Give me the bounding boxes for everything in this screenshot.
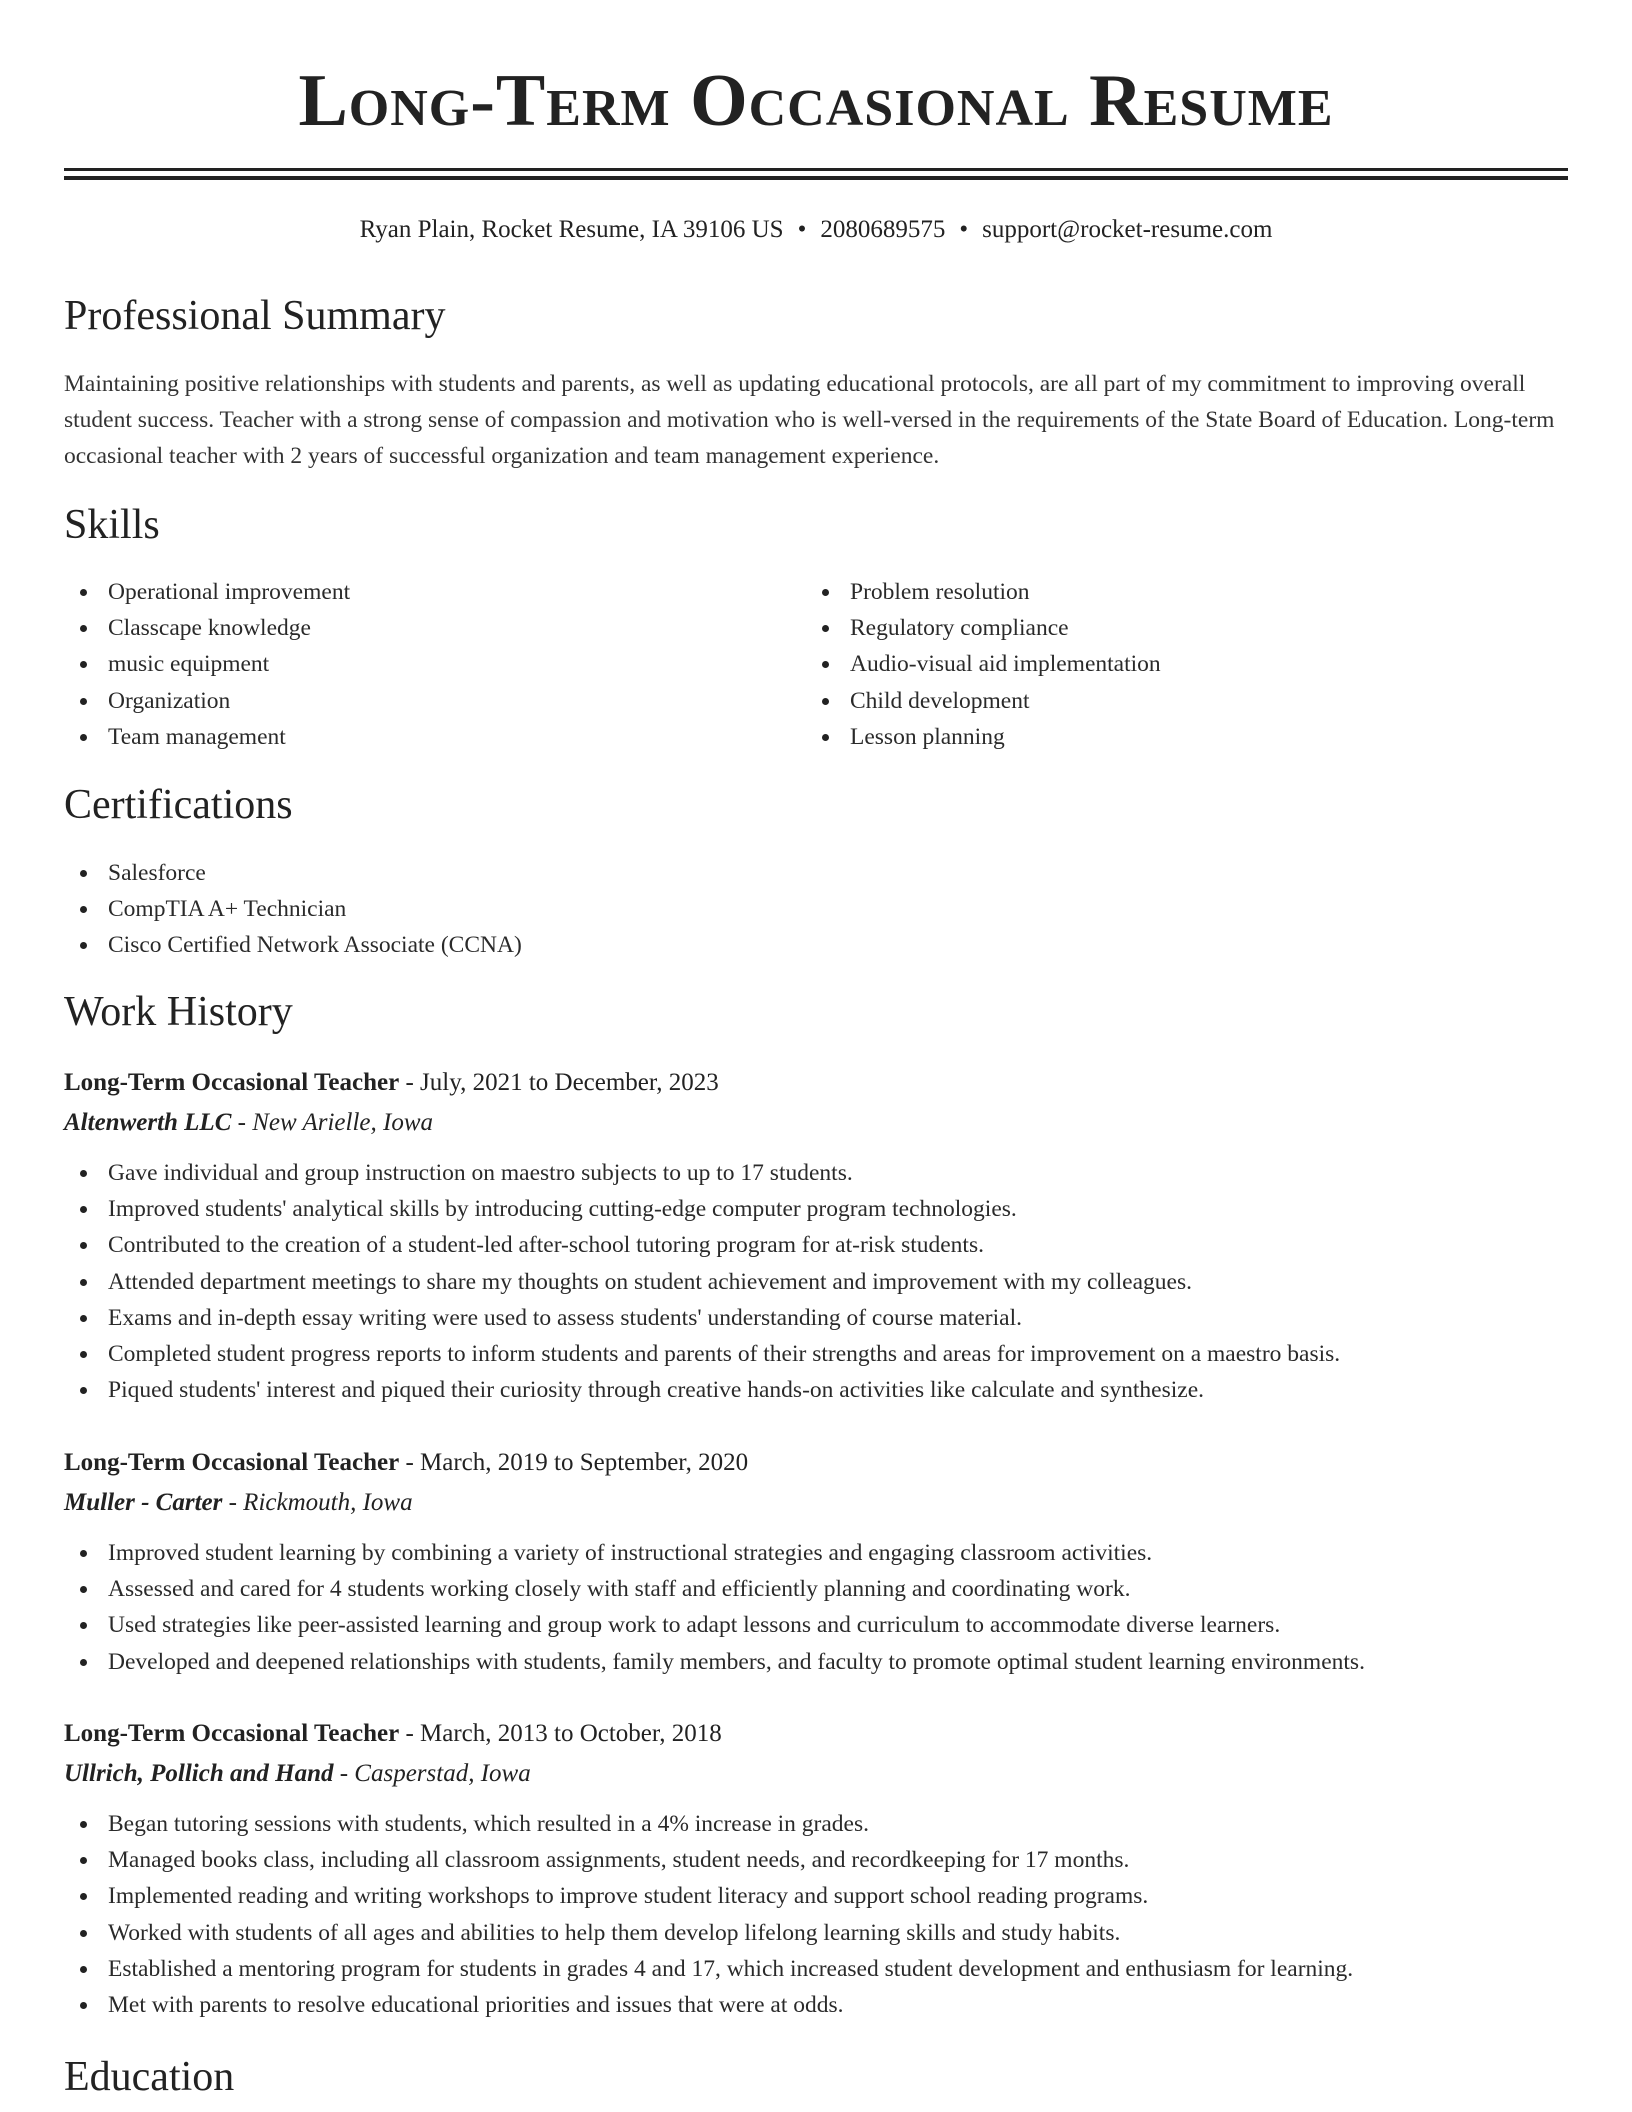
skills-heading: Skills [64, 502, 160, 548]
job-title: Long-Term Occasional Teacher [64, 1069, 400, 1096]
skill-item: Classcape knowledge [64, 610, 804, 646]
skill-item: Operational improvement [64, 574, 804, 610]
job-duty-item: Improved students' analytical skills by introducing cutting-edge computer program technologies. [64, 1191, 1568, 1227]
job-company: Ullrich, Pollich and Hand [64, 1760, 334, 1787]
job-duty-item: Began tutoring sessions with students, which resulted in a 4% increase in grades. [64, 1806, 1568, 1842]
job-company: Muller - Carter [64, 1489, 223, 1516]
certification-item: Cisco Certified Network Associate (CCNA) [64, 927, 1564, 963]
certification-item: CompTIA A+ Technician [64, 891, 1564, 927]
job-location: - Casperstad, Iowa [333, 1760, 531, 1787]
job-location: - Rickmouth, Iowa [222, 1489, 413, 1516]
title-divider-thick [64, 168, 1568, 171]
contact-email[interactable]: support@rocket-resume.com [982, 216, 1273, 243]
contact-line [64, 214, 1568, 246]
job-location: - New Arielle, Iowa [231, 1109, 433, 1136]
job-entry [64, 1714, 1568, 2023]
job-employer [64, 1483, 1568, 1523]
certification-item: Salesforce [64, 855, 1564, 891]
job-dates: - March, 2013 to October, 2018 [399, 1720, 722, 1747]
title-divider-thin [64, 176, 1568, 180]
job-duty-item: Piqued students' interest and piqued their curiosity through creative hands-on activities like calculate and synthesize. [64, 1372, 1568, 1408]
contact-address: Ryan Plain, Rocket Resume, IA 39106 US [359, 216, 784, 243]
summary-text: Maintaining positive relationships with students and parents, as well as updating educational protocols, are all part of my commitment to improving overall student success. Teacher with a strong sense of compassion and motivation who is well-versed in the requirements of the State Board of Education. Long-term occasional teacher with 2 years of successful organization and team management experience. [64, 371, 1555, 469]
job-entry [64, 1443, 1568, 1680]
job-entry [64, 1063, 1568, 1408]
job-dates: - July, 2021 to December, 2023 [399, 1069, 719, 1096]
job-duty-item: Implemented reading and writing workshops to improve student literacy and support school reading programs. [64, 1878, 1568, 1914]
work-history-heading: Work History [64, 989, 293, 1035]
job-duty-item: Gave individual and group instruction on maestro subjects to up to 17 students. [64, 1155, 1568, 1191]
skills-list-left [64, 574, 804, 755]
job-dates: - March, 2019 to September, 2020 [399, 1449, 749, 1476]
skill-item: Team management [64, 719, 804, 755]
skills-list-right [806, 574, 1546, 755]
job-duties-list [64, 1155, 1568, 1408]
job-duty-item: Attended department meetings to share my thoughts on student achievement and improvement with my colleagues. [64, 1264, 1568, 1300]
job-duties-list [64, 1535, 1568, 1680]
job-title: Long-Term Occasional Teacher [64, 1720, 400, 1747]
summary-heading: Professional Summary [64, 293, 446, 339]
job-header [64, 1714, 1568, 1754]
skill-item: Audio-visual aid implementation [806, 646, 1546, 682]
job-header [64, 1063, 1568, 1103]
job-company: Altenwerth LLC [64, 1109, 232, 1136]
job-duty-item: Assessed and cared for 4 students working closely with staff and efficiently planning and coordinating work. [64, 1571, 1568, 1607]
contact-separator: • [797, 216, 807, 243]
certifications-heading: Certifications [64, 782, 293, 828]
skill-item: Regulatory compliance [806, 610, 1546, 646]
job-employer [64, 1103, 1568, 1143]
contact-phone: 2080689575 [820, 216, 946, 243]
skill-item: Child development [806, 683, 1546, 719]
skill-item: Organization [64, 683, 804, 719]
job-duty-item: Met with parents to resolve educational priorities and issues that were at odds. [64, 1987, 1568, 2023]
skill-item: Problem resolution [806, 574, 1546, 610]
job-duty-item: Improved student learning by combining a variety of instructional strategies and engaging classroom activities. [64, 1535, 1568, 1571]
job-duty-item: Established a mentoring program for students in grades 4 and 17, which increased student development and enthusiasm for learning. [64, 1951, 1568, 1987]
job-duties-list [64, 1806, 1568, 2023]
job-duty-item: Exams and in-depth essay writing were used to assess students' understanding of course material. [64, 1300, 1568, 1336]
resume-page [64, 0, 1568, 2100]
job-header [64, 1443, 1568, 1483]
education-heading: Education [64, 2054, 235, 2100]
certifications-list [64, 855, 1564, 964]
skill-item: Lesson planning [806, 719, 1546, 755]
job-duty-item: Developed and deepened relationships with students, family members, and faculty to promote optimal student learning environments. [64, 1644, 1568, 1680]
job-duty-item: Managed books class, including all classroom assignments, student needs, and recordkeeping for 17 months. [64, 1842, 1568, 1878]
job-duty-item: Worked with students of all ages and abilities to help them develop lifelong learning skills and study habits. [64, 1915, 1568, 1951]
job-employer [64, 1754, 1568, 1794]
job-duty-item: Contributed to the creation of a student-led after-school tutoring program for at-risk students. [64, 1227, 1568, 1263]
job-title: Long-Term Occasional Teacher [64, 1449, 400, 1476]
job-duty-item: Used strategies like peer-assisted learning and group work to adapt lessons and curriculum to accommodate diverse learners. [64, 1607, 1568, 1643]
resume-title: Long-Term Occasional Resume [298, 60, 1334, 142]
skill-item: music equipment [64, 646, 804, 682]
job-duty-item: Completed student progress reports to inform students and parents of their strengths and areas for improvement on a maestro basis. [64, 1336, 1568, 1372]
contact-separator: • [959, 216, 969, 243]
